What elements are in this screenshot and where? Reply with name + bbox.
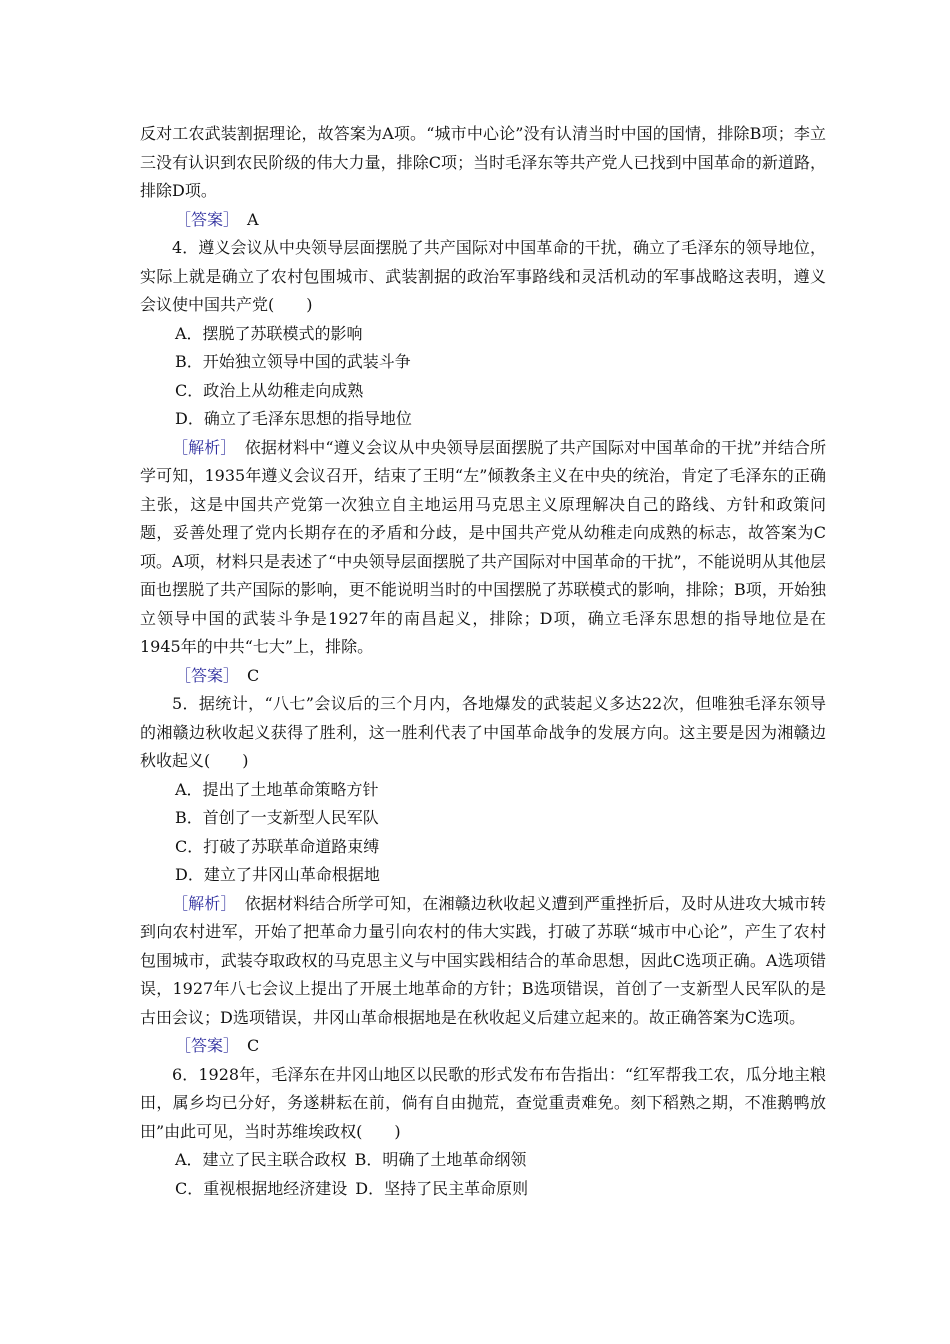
answer-tag: ［答案］ xyxy=(175,1036,240,1055)
analysis-tag: ［解析］ xyxy=(172,893,237,913)
question-4-analysis xyxy=(140,434,826,662)
document-page xyxy=(140,120,826,1203)
question-6-option-b: B．明确了土地革命纲领 xyxy=(354,1150,527,1169)
answer-tag: ［答案］ xyxy=(175,209,240,229)
question-4-option-a: A．摆脱了苏联模式的影响 xyxy=(175,323,363,343)
question-5-analysis xyxy=(140,890,826,1033)
question-5-stem: 5．据统计，“八七”会议后的三个月内，各地爆发的武装起义多达22次，但唯独毛泽东领导的湘赣边秋收起义获得了胜利，这一胜利代表了中国革命战争的发展方向。这主要是因为湘赣边秋收起义( ) xyxy=(140,694,826,770)
question-6-option-d: D．坚持了民主革命原则 xyxy=(355,1178,529,1198)
question-5-option-d: D．建立了井冈山革命根据地 xyxy=(175,865,380,884)
question-6-options-row-2 xyxy=(140,1175,826,1204)
question-5-answer xyxy=(140,1032,826,1061)
question-4-stem: 4．遵义会议从中央领导层面摆脱了共产国际对中国革命的干扰，确立了毛泽东的领导地位，实际上就是确立了农村包围城市、武装割据的政治军事路线和灵活机动的军事战略这表明，遵义会议使中国共产党( ) xyxy=(140,238,826,314)
question-6-options-row-1 xyxy=(140,1146,826,1175)
question-5-option-a: A．提出了土地革命策略方针 xyxy=(175,779,379,799)
question-4-answer xyxy=(140,662,826,691)
question-6-stem: 6．1928年，毛泽东在井冈山地区以民歌的形式发布布告指出：“红军帮我工农，瓜分地主粮田，属乡均已分好，务遂耕耘在前，倘有自由抛荒，查觉重责难免。刻下稻熟之期，不准鹅鸭放田”由此可见，当时苏维埃政权( ) xyxy=(140,1064,826,1141)
question-4-option-d: D．确立了毛泽东思想的指导地位 xyxy=(175,409,412,428)
question-4-option-c: C．政治上从幼稚走向成熟 xyxy=(175,380,364,400)
answer-value: C xyxy=(247,1036,260,1055)
question-4-option-b: B．开始独立领导中国的武装斗争 xyxy=(175,352,411,371)
question-5-option-b: B．首创了一支新型人民军队 xyxy=(175,808,379,827)
analysis-tag: ［解析］ xyxy=(172,437,237,457)
question-6-option-c: C．重视根据地经济建设 xyxy=(175,1178,348,1198)
analysis-text: 依据材料中“遵义会议从中央领导层面摆脱了共产国际对中国革命的干扰”并结合所学可知，1935年遵义会议召开，结束了王明“左”倾教条主义在中央的统治，肯定了毛泽东的正确主张，这是中国共产党第一次独立自主地运用马克思主义原理解决自己的路线、方针和政策问题，妥善处理了党内长期存在的矛盾和分歧，是中国共产党从幼稚走向成熟的标志，故答案为C项。A项，材料只是表述了“中央领导层面摆脱了共产国际对中国革命的干扰”，不能说明从其他层面也摆脱了共产国际的影响，更不能说明当时的中国摆脱了苏联模式的影响，排除；B项，开始独立领导中国的武装斗争是1927年的南昌起义，排除；D项，确立毛泽东思想的指导地位是在1945年的中共“七大”上，排除。 xyxy=(140,437,826,656)
question-6-option-a: A．建立了民主联合政权 xyxy=(175,1150,347,1169)
answer-value: A xyxy=(247,209,259,229)
intro-analysis-text: 反对工农武装割据理论，故答案为A项。“城市中心论”没有认清当时中国的国情，排除B项；李立三没有认识到农民阶级的伟大力量，排除C项；当时毛泽东等共产党人已找到中国革命的新道路，排除D项。 xyxy=(140,124,826,200)
intro-answer xyxy=(140,206,826,235)
question-5-option-c: C．打破了苏联革命道路束缚 xyxy=(175,836,380,856)
answer-tag: ［答案］ xyxy=(175,665,240,685)
analysis-text: 依据材料结合所学可知，在湘赣边秋收起义遭到严重挫折后，及时从进攻大城市转到向农村进军，开始了把革命力量引向农村的伟大实践，打破了苏联“城市中心论”，产生了农村包围城市，武装夺取政权的马克思主义与中国实践相结合的革命思想，因此C选项正确。A选项错误，1927年八七会议上提出了开展土地革命的方针；B选项错误，首创了一支新型人民军队的是古田会议；D选项错误，井冈山革命根据地是在秋收起义后建立起来的。故正确答案为C选项。 xyxy=(140,893,826,1027)
answer-value: C xyxy=(247,665,260,685)
